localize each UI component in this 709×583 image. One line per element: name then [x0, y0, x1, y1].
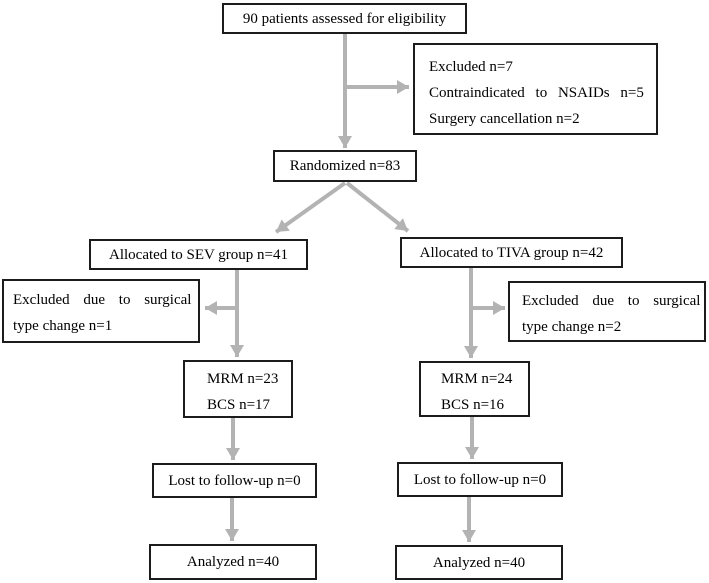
excluded-top-box [413, 43, 658, 135]
arrow-randomized-to-sev [276, 183, 345, 232]
allocated-tiva-label: Allocated to TIVA group n=42 [419, 244, 604, 261]
excluded-sev-line-2: type change n=1 [13, 318, 113, 334]
surgery-tiva-line-1: MRM n=24 [441, 371, 513, 387]
excluded-sev-box [2, 279, 200, 343]
lost-tiva-label: Lost to follow-up n=0 [413, 471, 547, 488]
surgery-tiva-box [419, 361, 530, 417]
lost-sev-box [152, 463, 317, 498]
surgery-sev-line-1: MRM n=23 [207, 371, 279, 387]
arrow-randomized-to-tiva [347, 183, 408, 231]
analyzed-sev-box [149, 544, 317, 580]
excluded-tiva-line-2: type change n=2 [522, 319, 622, 335]
excluded-top-line-1: Excluded n=7 [429, 59, 513, 75]
allocated-sev-box [89, 239, 308, 270]
surgery-tiva-line-2: BCS n=16 [441, 397, 505, 413]
surgery-sev-line-2: BCS n=17 [207, 397, 271, 413]
eligibility-label: 90 patients assessed for eligibility [242, 10, 447, 27]
analyzed-tiva-box [395, 545, 563, 580]
allocated-tiva-box [400, 237, 623, 268]
excluded-top-line-3: Surgery cancellation n=2 [429, 111, 580, 127]
eligibility-box [222, 3, 467, 34]
excluded-tiva-box [508, 281, 706, 342]
randomized-box [273, 150, 417, 182]
lost-sev-label: Lost to follow-up n=0 [168, 472, 301, 489]
allocated-sev-label: Allocated to SEV group n=41 [109, 246, 288, 263]
excluded-top-line-2: Contraindicated to NSAIDs n=5 [429, 85, 644, 101]
randomized-label: Randomized n=83 [289, 158, 401, 174]
excluded-sev-line-1: Excluded due to surgical [13, 292, 192, 308]
surgery-sev-box [183, 360, 293, 418]
lost-tiva-box [397, 462, 563, 497]
analyzed-tiva-label: Analyzed n=40 [432, 554, 526, 571]
excluded-tiva-line-1: Excluded due to surgical [522, 293, 701, 309]
analyzed-sev-label: Analyzed n=40 [186, 554, 280, 570]
